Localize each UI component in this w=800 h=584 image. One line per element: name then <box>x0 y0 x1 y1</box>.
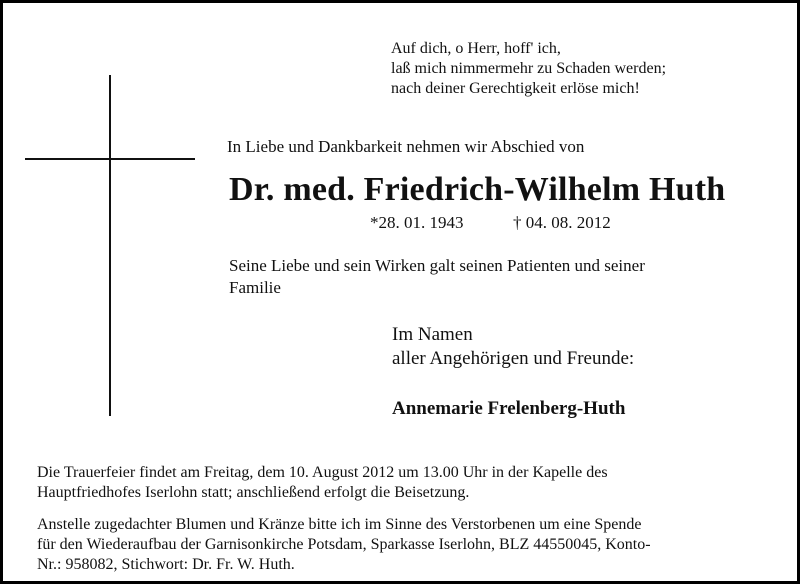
signoff-text: Im Namen aller Angehörigen und Freunde: <box>392 324 635 369</box>
signatory-name: Annemarie Frelenberg-Huth <box>392 398 626 419</box>
deceased-name: Dr. med. Friedrich-Wilhelm Huth <box>229 171 726 208</box>
cross-vertical-bar <box>109 75 111 416</box>
birth-date: *28. 01. 1943 <box>370 213 464 232</box>
cross-horizontal-bar <box>25 158 195 160</box>
funeral-info: Die Trauerfeier findet am Freitag, dem 10. August 2012 um 13.00 Uhr in der Kapelle des Hauptfriedhofes Iserlohn statt; anschließend erfolgt die Beisetzung. <box>37 464 608 501</box>
donation-info: Anstelle zugedachter Blumen und Kränze bitte ich im Sinne des Verstorbenen um eine Spende für den Wiederaufbau der Garnisonkirche Potsdam, Sparkasse Iserlohn, BLZ 44550045, Konto- Nr.: 958082, Stichwort: Dr. Fr. W. Huth. <box>37 516 651 573</box>
bible-verse: Auf dich, o Herr, hoff' ich, laß mich nimmermehr zu Schaden werden; nach deiner Gerechtigkeit erlöse mich! <box>391 40 667 97</box>
tribute-text: Seine Liebe und sein Wirken galt seinen Patienten und seiner Familie <box>229 256 645 297</box>
death-date: † 04. 08. 2012 <box>513 213 611 232</box>
farewell-intro: In Liebe und Dankbarkeit nehmen wir Abschied von <box>227 137 585 156</box>
